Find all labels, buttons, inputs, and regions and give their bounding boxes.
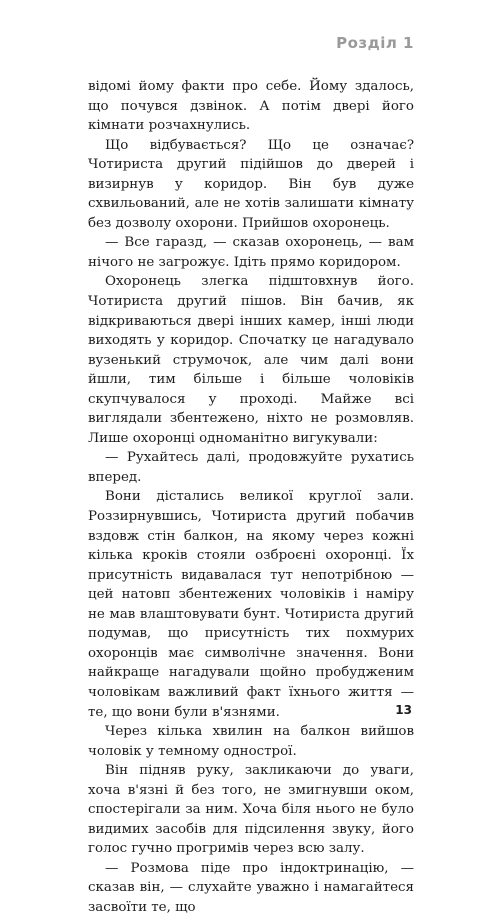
paragraph: — Рухайтесь далі, продовжуйте рухатись вперед. [88, 450, 414, 485]
chapter-header: Розділ 1 [336, 34, 414, 52]
paragraph: Він підняв руку, закликаючи до уваги, хоча в'язні й без того, не змигнувши оком, спостерігали за ним. Хоча біля нього не було видимих засобів для підсилення звуку, його голос гучно прогримів через всю залу. [88, 763, 414, 857]
paragraph: — Все гаразд, — сказав охоронець, — вам нічого не загрожує. Ідіть прямо коридором. [88, 235, 414, 270]
paragraph: — Розмова піде про індоктринацію, — сказав він, — слухайте уважно і намагайтеся засвоїти те, що [88, 860, 414, 915]
paragraph: Що відбувається? Що це означає? Чотириста другий підійшов до дверей і визирнув у коридор. Він був дуже схвильований, але не хотів залишати кімнату без дозволу охорони. Прийшов охоронець. [88, 137, 414, 231]
body-text [88, 77, 414, 918]
paragraph: Вони дістались великої круглої зали. Роззирнувшись, Чотириста другий побачив вздовж стін балкон, на якому через кожні кілька кроків стояли озброєні охоронці. Їх присутність видавалася тут непотрібною — цей натовп збентежених чоловіків і наміру не мав влаштовувати бунт. Чотириста другий подумав, що присутність тих похмурих охоронців має символічне значення. Вони найкраще нагадували щойно пробудженим чоловікам важливий факт їхнього життя — те, що вони були в'язнями. [88, 489, 414, 720]
paragraph: Через кілька хвилин на балкон вийшов чоловік у темному однострої. [88, 724, 414, 759]
page-number: 13 [395, 703, 412, 717]
paragraph: Охоронець злегка підштовхнув його. Чотириста другий пішов. Він бачив, як відкриваються двері інших камер, інші люди виходять у коридор. Спочатку це нагадувало вузенький струмочок, але чим далі вони йшли, тим більше і більше чоловіків скупчувалося у проході. Майже всі виглядали збентежено, ніхто не розмовляв. Лише охоронці одноманітно вигукували: [88, 274, 414, 446]
paragraph: відомі йому факти про себе. Йому здалось, що почувся дзвінок. А потім двері його кімнати розчахнулись. [88, 79, 414, 134]
